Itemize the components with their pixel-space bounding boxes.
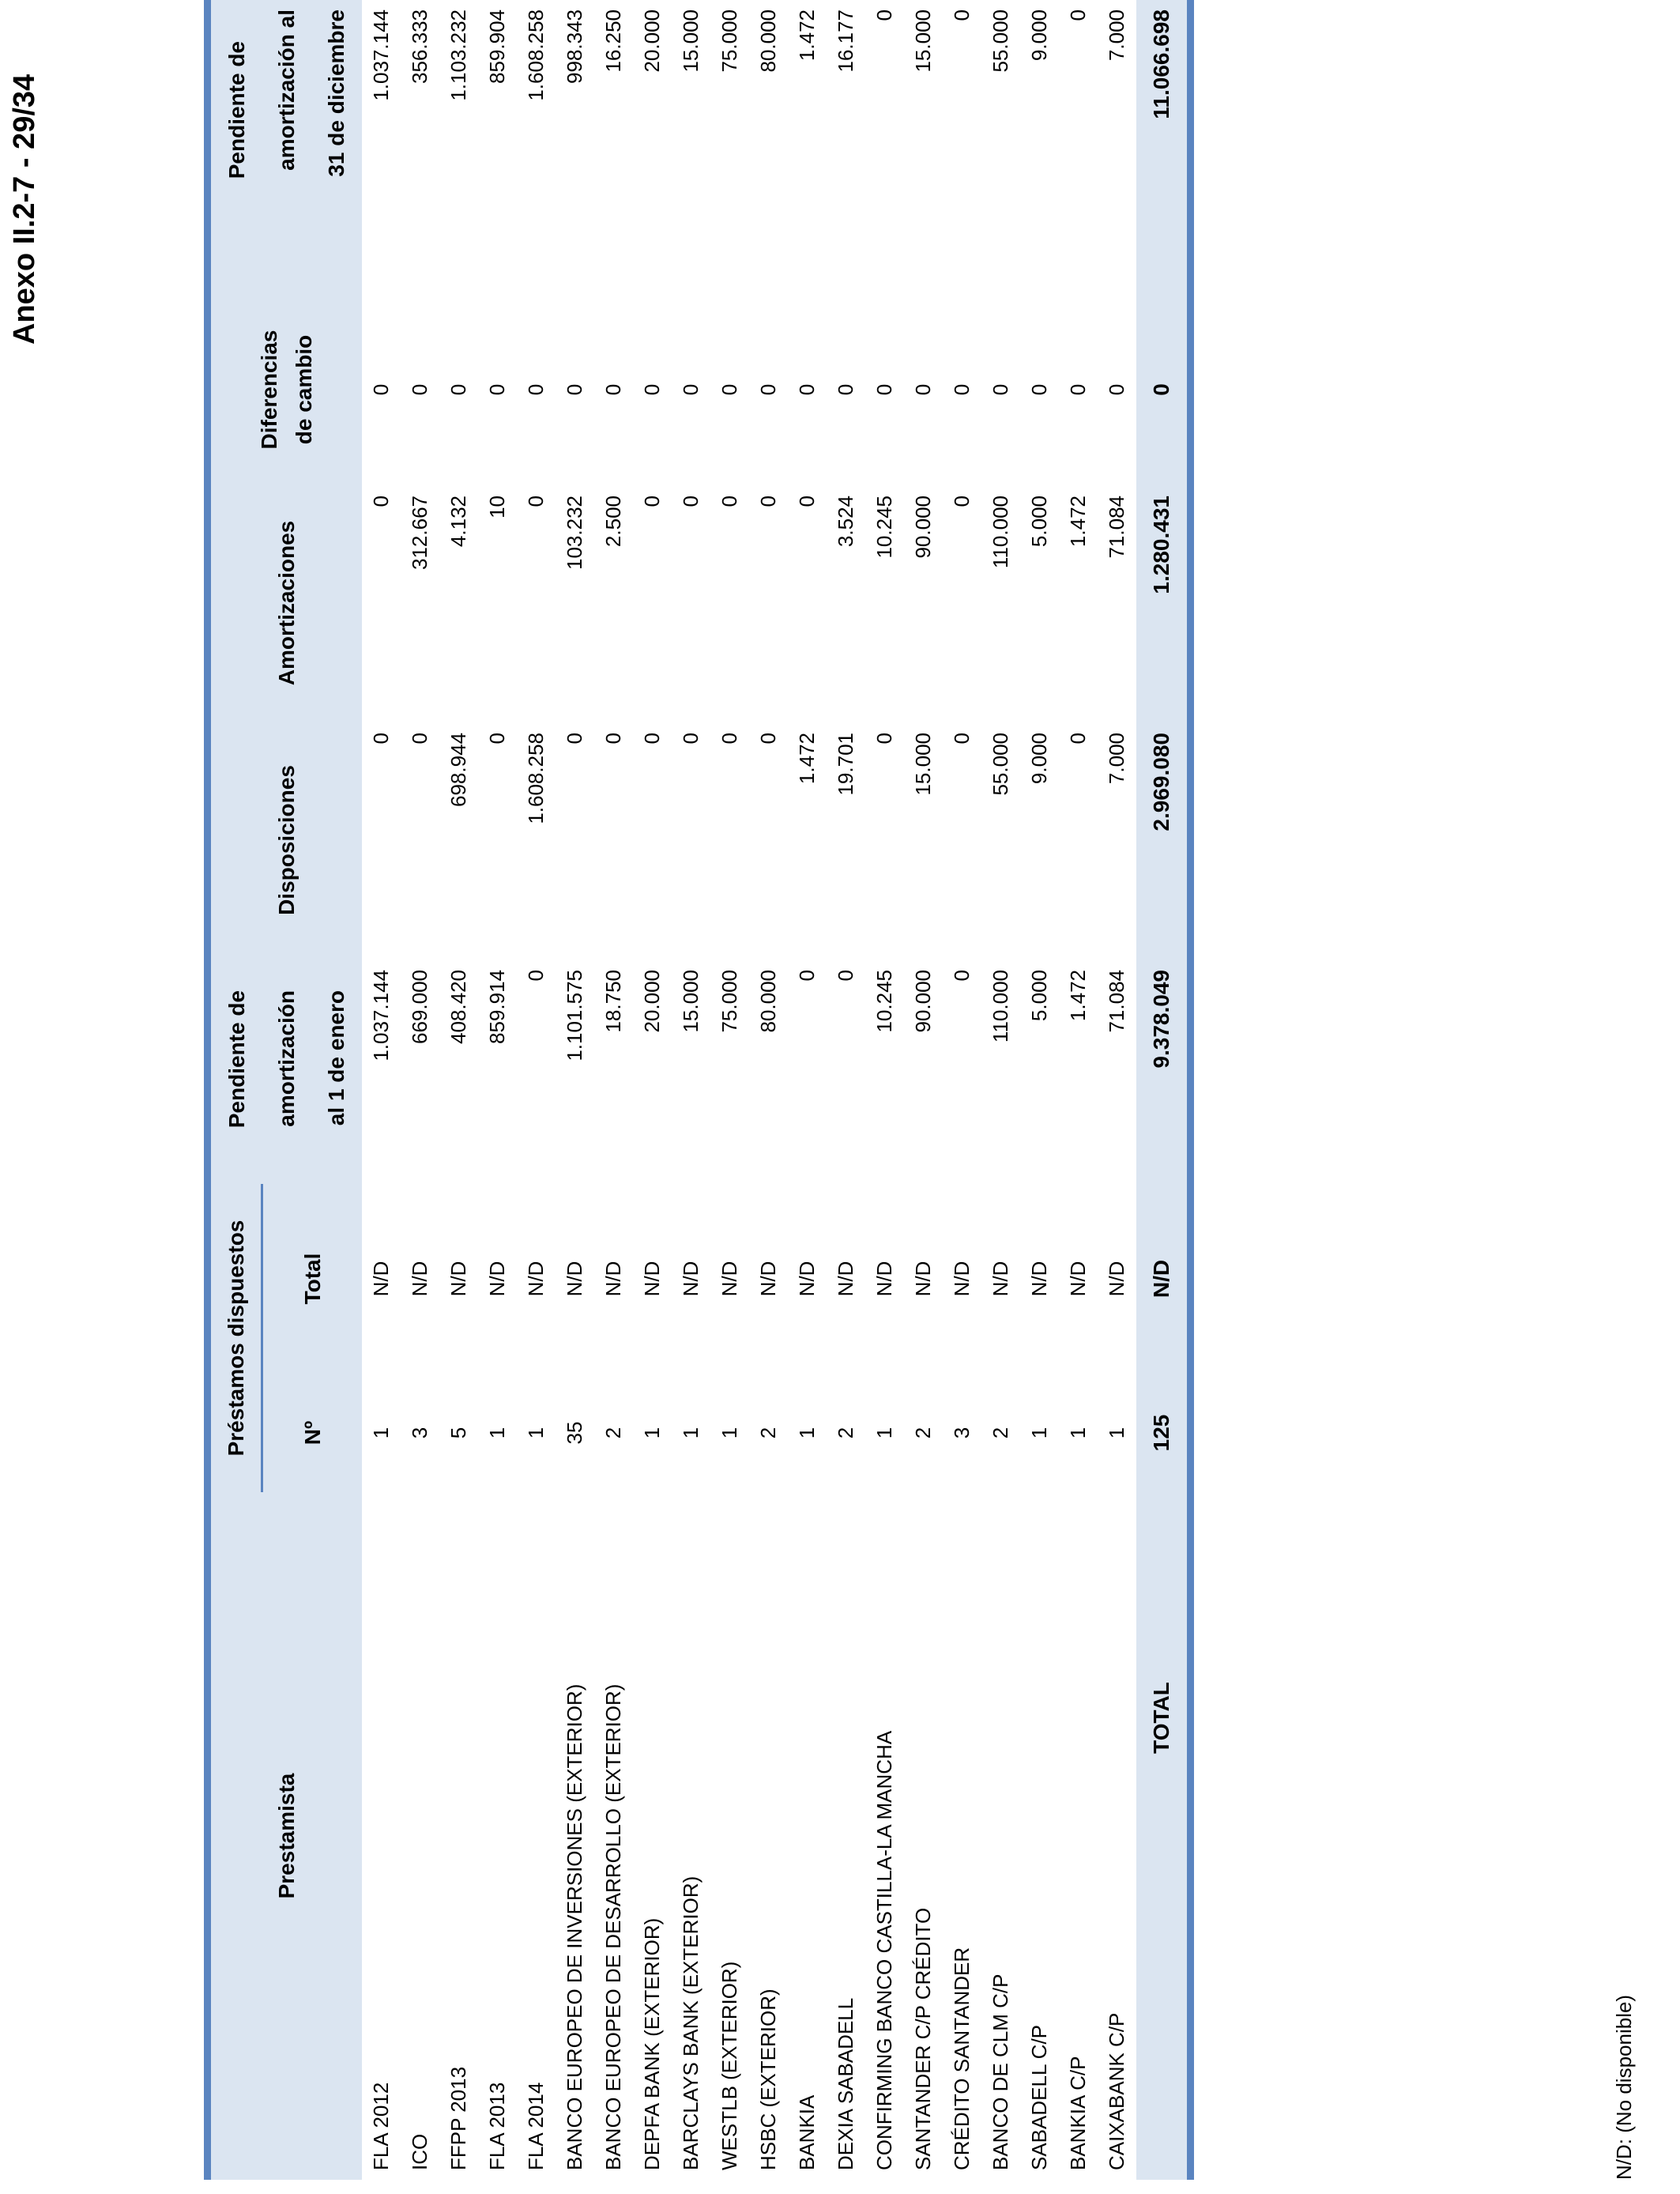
cell-prestamista: BANKIA C/P bbox=[1059, 1492, 1098, 2180]
table-row bbox=[556, 0, 594, 2180]
cell-disposiciones: 0 bbox=[865, 722, 904, 959]
cell-n: 1 bbox=[1020, 1374, 1059, 1492]
cell-amortizaciones: 4.132 bbox=[439, 484, 478, 722]
cell-n: 2 bbox=[749, 1374, 788, 1492]
table-row bbox=[749, 0, 788, 2180]
cell-n: 2 bbox=[594, 1374, 633, 1492]
cell-disposiciones: 0 bbox=[478, 722, 517, 959]
total-amortizaciones: 1.280.431 bbox=[1136, 484, 1191, 722]
cell-total: N/D bbox=[943, 1184, 981, 1374]
cell-n: 1 bbox=[1098, 1374, 1136, 1492]
cell-pendiente-inicio: 0 bbox=[788, 959, 827, 1184]
cell-pendiente-inicio: 1.472 bbox=[1059, 959, 1098, 1184]
cell-disposiciones: 0 bbox=[672, 722, 710, 959]
cell-total: N/D bbox=[827, 1184, 865, 1374]
cell-disposiciones: 0 bbox=[749, 722, 788, 959]
cell-pendiente-fin: 16.250 bbox=[594, 0, 633, 295]
cell-n: 1 bbox=[710, 1374, 749, 1492]
cell-diferencias: 0 bbox=[672, 295, 710, 484]
header-pendiente-inicio bbox=[208, 959, 363, 1184]
cell-total: N/D bbox=[517, 1184, 556, 1374]
cell-pendiente-fin: 0 bbox=[1059, 0, 1098, 295]
cell-amortizaciones: 5.000 bbox=[1020, 484, 1059, 722]
cell-total: N/D bbox=[439, 1184, 478, 1374]
header-prestamista: Prestamista bbox=[208, 1492, 363, 2180]
total-row bbox=[1136, 0, 1191, 2180]
cell-pendiente-inicio: 80.000 bbox=[749, 959, 788, 1184]
header-disposiciones: Disposiciones bbox=[208, 722, 363, 959]
header-amortizaciones: Amortizaciones bbox=[208, 484, 363, 722]
cell-prestamista: FLA 2012 bbox=[362, 1492, 401, 2180]
cell-disposiciones: 0 bbox=[594, 722, 633, 959]
cell-disposiciones: 0 bbox=[362, 722, 401, 959]
header-pendiente-fin-l1: Pendiente de bbox=[224, 41, 249, 179]
cell-prestamista: FLA 2013 bbox=[478, 1492, 517, 2180]
cell-prestamista: BANKIA bbox=[788, 1492, 827, 2180]
cell-n: 1 bbox=[517, 1374, 556, 1492]
header-total: Total bbox=[262, 1184, 362, 1374]
cell-total: N/D bbox=[981, 1184, 1020, 1374]
cell-disposiciones: 0 bbox=[1059, 722, 1098, 959]
total-pendiente-inicio: 9.378.049 bbox=[1136, 959, 1191, 1184]
cell-n: 5 bbox=[439, 1374, 478, 1492]
cell-prestamista: HSBC (EXTERIOR) bbox=[749, 1492, 788, 2180]
cell-amortizaciones: 0 bbox=[517, 484, 556, 722]
cell-amortizaciones: 0 bbox=[672, 484, 710, 722]
cell-amortizaciones: 90.000 bbox=[904, 484, 943, 722]
page-label: Anexo II.2-7 - 29/34 bbox=[8, 74, 41, 345]
cell-pendiente-fin: 55.000 bbox=[981, 0, 1020, 295]
cell-diferencias: 0 bbox=[633, 295, 672, 484]
cell-diferencias: 0 bbox=[1059, 295, 1098, 484]
cell-prestamista: DEPFA BANK (EXTERIOR) bbox=[633, 1492, 672, 2180]
cell-disposiciones: 1.472 bbox=[788, 722, 827, 959]
cell-amortizaciones: 0 bbox=[710, 484, 749, 722]
cell-amortizaciones: 312.667 bbox=[401, 484, 439, 722]
loans-table bbox=[204, 0, 1194, 2180]
table-row bbox=[401, 0, 439, 2180]
table-row bbox=[478, 0, 517, 2180]
table-row bbox=[633, 0, 672, 2180]
cell-diferencias: 0 bbox=[439, 295, 478, 484]
cell-prestamista: SANTANDER C/P CRÉDITO bbox=[904, 1492, 943, 2180]
cell-amortizaciones: 3.524 bbox=[827, 484, 865, 722]
table-row bbox=[827, 0, 865, 2180]
cell-n: 1 bbox=[362, 1374, 401, 1492]
cell-pendiente-fin: 15.000 bbox=[672, 0, 710, 295]
cell-amortizaciones: 0 bbox=[362, 484, 401, 722]
cell-diferencias: 0 bbox=[594, 295, 633, 484]
cell-pendiente-inicio: 408.420 bbox=[439, 959, 478, 1184]
cell-amortizaciones: 0 bbox=[788, 484, 827, 722]
cell-pendiente-fin: 7.000 bbox=[1098, 0, 1136, 295]
cell-pendiente-fin: 9.000 bbox=[1020, 0, 1059, 295]
cell-diferencias: 0 bbox=[1098, 295, 1136, 484]
cell-pendiente-fin: 998.343 bbox=[556, 0, 594, 295]
cell-disposiciones: 0 bbox=[710, 722, 749, 959]
cell-pendiente-inicio: 859.914 bbox=[478, 959, 517, 1184]
cell-total: N/D bbox=[633, 1184, 672, 1374]
cell-pendiente-fin: 1.037.144 bbox=[362, 0, 401, 295]
cell-pendiente-inicio: 0 bbox=[827, 959, 865, 1184]
cell-prestamista: BANCO DE CLM C/P bbox=[981, 1492, 1020, 2180]
table-row bbox=[788, 0, 827, 2180]
cell-pendiente-fin: 356.333 bbox=[401, 0, 439, 295]
cell-pendiente-inicio: 669.000 bbox=[401, 959, 439, 1184]
cell-n: 2 bbox=[904, 1374, 943, 1492]
table-row bbox=[710, 0, 749, 2180]
cell-n: 3 bbox=[401, 1374, 439, 1492]
cell-pendiente-inicio: 10.245 bbox=[865, 959, 904, 1184]
cell-pendiente-fin: 80.000 bbox=[749, 0, 788, 295]
cell-diferencias: 0 bbox=[749, 295, 788, 484]
cell-diferencias: 0 bbox=[556, 295, 594, 484]
header-pendiente-fin bbox=[208, 0, 363, 295]
header-diferencias-l2: de cambio bbox=[291, 334, 316, 445]
cell-total: N/D bbox=[672, 1184, 710, 1374]
cell-pendiente-inicio: 15.000 bbox=[672, 959, 710, 1184]
cell-total: N/D bbox=[865, 1184, 904, 1374]
cell-pendiente-inicio: 20.000 bbox=[633, 959, 672, 1184]
header-pendiente-inicio-l3: al 1 de enero bbox=[324, 990, 348, 1126]
cell-diferencias: 0 bbox=[517, 295, 556, 484]
table-row bbox=[904, 0, 943, 2180]
cell-total: N/D bbox=[710, 1184, 749, 1374]
cell-pendiente-fin: 75.000 bbox=[710, 0, 749, 295]
cell-diferencias: 0 bbox=[943, 295, 981, 484]
total-pendiente-fin: 11.066.698 bbox=[1136, 0, 1191, 295]
cell-pendiente-fin: 0 bbox=[865, 0, 904, 295]
cell-pendiente-inicio: 5.000 bbox=[1020, 959, 1059, 1184]
table-row bbox=[594, 0, 633, 2180]
cell-diferencias: 0 bbox=[827, 295, 865, 484]
cell-total: N/D bbox=[556, 1184, 594, 1374]
cell-total: N/D bbox=[1059, 1184, 1098, 1374]
cell-pendiente-inicio: 1.037.144 bbox=[362, 959, 401, 1184]
cell-disposiciones: 19.701 bbox=[827, 722, 865, 959]
cell-total: N/D bbox=[478, 1184, 517, 1374]
cell-pendiente-fin: 1.472 bbox=[788, 0, 827, 295]
header-pendiente-fin-l2: amortización al bbox=[274, 9, 299, 171]
cell-diferencias: 0 bbox=[981, 295, 1020, 484]
cell-pendiente-inicio: 0 bbox=[517, 959, 556, 1184]
cell-pendiente-fin: 1.103.232 bbox=[439, 0, 478, 295]
cell-pendiente-inicio: 90.000 bbox=[904, 959, 943, 1184]
cell-disposiciones: 0 bbox=[943, 722, 981, 959]
cell-amortizaciones: 0 bbox=[943, 484, 981, 722]
cell-total: N/D bbox=[904, 1184, 943, 1374]
table-row bbox=[1020, 0, 1059, 2180]
cell-pendiente-inicio: 75.000 bbox=[710, 959, 749, 1184]
cell-disposiciones: 0 bbox=[401, 722, 439, 959]
header-numero: Nº bbox=[262, 1374, 362, 1492]
header-diferencias-l1: Diferencias bbox=[256, 330, 281, 450]
cell-pendiente-fin: 1.608.258 bbox=[517, 0, 556, 295]
total-total: N/D bbox=[1136, 1184, 1191, 1374]
cell-amortizaciones: 1.472 bbox=[1059, 484, 1098, 722]
cell-amortizaciones: 2.500 bbox=[594, 484, 633, 722]
cell-amortizaciones: 103.232 bbox=[556, 484, 594, 722]
cell-n: 35 bbox=[556, 1374, 594, 1492]
cell-amortizaciones: 10 bbox=[478, 484, 517, 722]
total-diferencias: 0 bbox=[1136, 295, 1191, 484]
cell-total: N/D bbox=[788, 1184, 827, 1374]
cell-total: N/D bbox=[362, 1184, 401, 1374]
cell-prestamista: DEXIA SABADELL bbox=[827, 1492, 865, 2180]
cell-total: N/D bbox=[749, 1184, 788, 1374]
cell-pendiente-fin: 15.000 bbox=[904, 0, 943, 295]
cell-pendiente-inicio: 1.101.575 bbox=[556, 959, 594, 1184]
cell-disposiciones: 7.000 bbox=[1098, 722, 1136, 959]
cell-pendiente-fin: 859.904 bbox=[478, 0, 517, 295]
cell-n: 3 bbox=[943, 1374, 981, 1492]
cell-prestamista: BANCO EUROPEO DE DESARROLLO (EXTERIOR) bbox=[594, 1492, 633, 2180]
cell-prestamista: BARCLAYS BANK (EXTERIOR) bbox=[672, 1492, 710, 2180]
cell-prestamista: ICO bbox=[401, 1492, 439, 2180]
header-prestamos-dispuestos: Préstamos dispuestos bbox=[208, 1184, 262, 1492]
cell-prestamista: CONFIRMING BANCO CASTILLA-LA MANCHA bbox=[865, 1492, 904, 2180]
cell-prestamista: FFPP 2013 bbox=[439, 1492, 478, 2180]
cell-disposiciones: 1.608.258 bbox=[517, 722, 556, 959]
header-pendiente-inicio-l2: amortización bbox=[274, 990, 299, 1127]
table-row bbox=[672, 0, 710, 2180]
cell-pendiente-inicio: 18.750 bbox=[594, 959, 633, 1184]
cell-n: 1 bbox=[1059, 1374, 1098, 1492]
total-label: TOTAL bbox=[1136, 1492, 1191, 2180]
cell-pendiente-fin: 0 bbox=[943, 0, 981, 295]
cell-amortizaciones: 71.084 bbox=[1098, 484, 1136, 722]
footnote: N/D: (No disponible) bbox=[1612, 1994, 1636, 2180]
cell-amortizaciones: 0 bbox=[633, 484, 672, 722]
cell-prestamista: CRÉDITO SANTANDER bbox=[943, 1492, 981, 2180]
cell-diferencias: 0 bbox=[1020, 295, 1059, 484]
cell-disposiciones: 698.944 bbox=[439, 722, 478, 959]
cell-diferencias: 0 bbox=[788, 295, 827, 484]
total-n: 125 bbox=[1136, 1374, 1191, 1492]
table-row bbox=[362, 0, 401, 2180]
cell-n: 1 bbox=[478, 1374, 517, 1492]
header-pendiente-inicio-l1: Pendiente de bbox=[224, 990, 249, 1129]
cell-n: 2 bbox=[827, 1374, 865, 1492]
table-row bbox=[943, 0, 981, 2180]
cell-diferencias: 0 bbox=[478, 295, 517, 484]
cell-disposiciones: 55.000 bbox=[981, 722, 1020, 959]
cell-diferencias: 0 bbox=[401, 295, 439, 484]
cell-pendiente-inicio: 110.000 bbox=[981, 959, 1020, 1184]
cell-n: 1 bbox=[865, 1374, 904, 1492]
cell-prestamista: FLA 2014 bbox=[517, 1492, 556, 2180]
table-row bbox=[1059, 0, 1098, 2180]
cell-diferencias: 0 bbox=[904, 295, 943, 484]
total-disposiciones: 2.969.080 bbox=[1136, 722, 1191, 959]
table-row bbox=[865, 0, 904, 2180]
cell-pendiente-inicio: 0 bbox=[943, 959, 981, 1184]
cell-pendiente-fin: 16.177 bbox=[827, 0, 865, 295]
cell-n: 1 bbox=[633, 1374, 672, 1492]
cell-prestamista: SABADELL C/P bbox=[1020, 1492, 1059, 2180]
cell-disposiciones: 0 bbox=[556, 722, 594, 959]
cell-amortizaciones: 0 bbox=[749, 484, 788, 722]
cell-pendiente-inicio: 71.084 bbox=[1098, 959, 1136, 1184]
cell-diferencias: 0 bbox=[362, 295, 401, 484]
cell-disposiciones: 15.000 bbox=[904, 722, 943, 959]
cell-prestamista: CAIXABANK C/P bbox=[1098, 1492, 1136, 2180]
table-row bbox=[517, 0, 556, 2180]
cell-n: 2 bbox=[981, 1374, 1020, 1492]
cell-total: N/D bbox=[401, 1184, 439, 1374]
cell-total: N/D bbox=[1098, 1184, 1136, 1374]
cell-diferencias: 0 bbox=[865, 295, 904, 484]
cell-prestamista: WESTLB (EXTERIOR) bbox=[710, 1492, 749, 2180]
header-diferencias bbox=[208, 295, 363, 484]
cell-disposiciones: 0 bbox=[633, 722, 672, 959]
cell-disposiciones: 9.000 bbox=[1020, 722, 1059, 959]
cell-n: 1 bbox=[672, 1374, 710, 1492]
header-pendiente-fin-l3: 31 de diciembre bbox=[324, 9, 348, 177]
cell-total: N/D bbox=[594, 1184, 633, 1374]
cell-prestamista: BANCO EUROPEO DE INVERSIONES (EXTERIOR) bbox=[556, 1492, 594, 2180]
cell-amortizaciones: 10.245 bbox=[865, 484, 904, 722]
table-row bbox=[439, 0, 478, 2180]
table-row bbox=[981, 0, 1020, 2180]
cell-n: 1 bbox=[788, 1374, 827, 1492]
table-row bbox=[1098, 0, 1136, 2180]
cell-total: N/D bbox=[1020, 1184, 1059, 1374]
cell-amortizaciones: 110.000 bbox=[981, 484, 1020, 722]
cell-pendiente-fin: 20.000 bbox=[633, 0, 672, 295]
cell-diferencias: 0 bbox=[710, 295, 749, 484]
